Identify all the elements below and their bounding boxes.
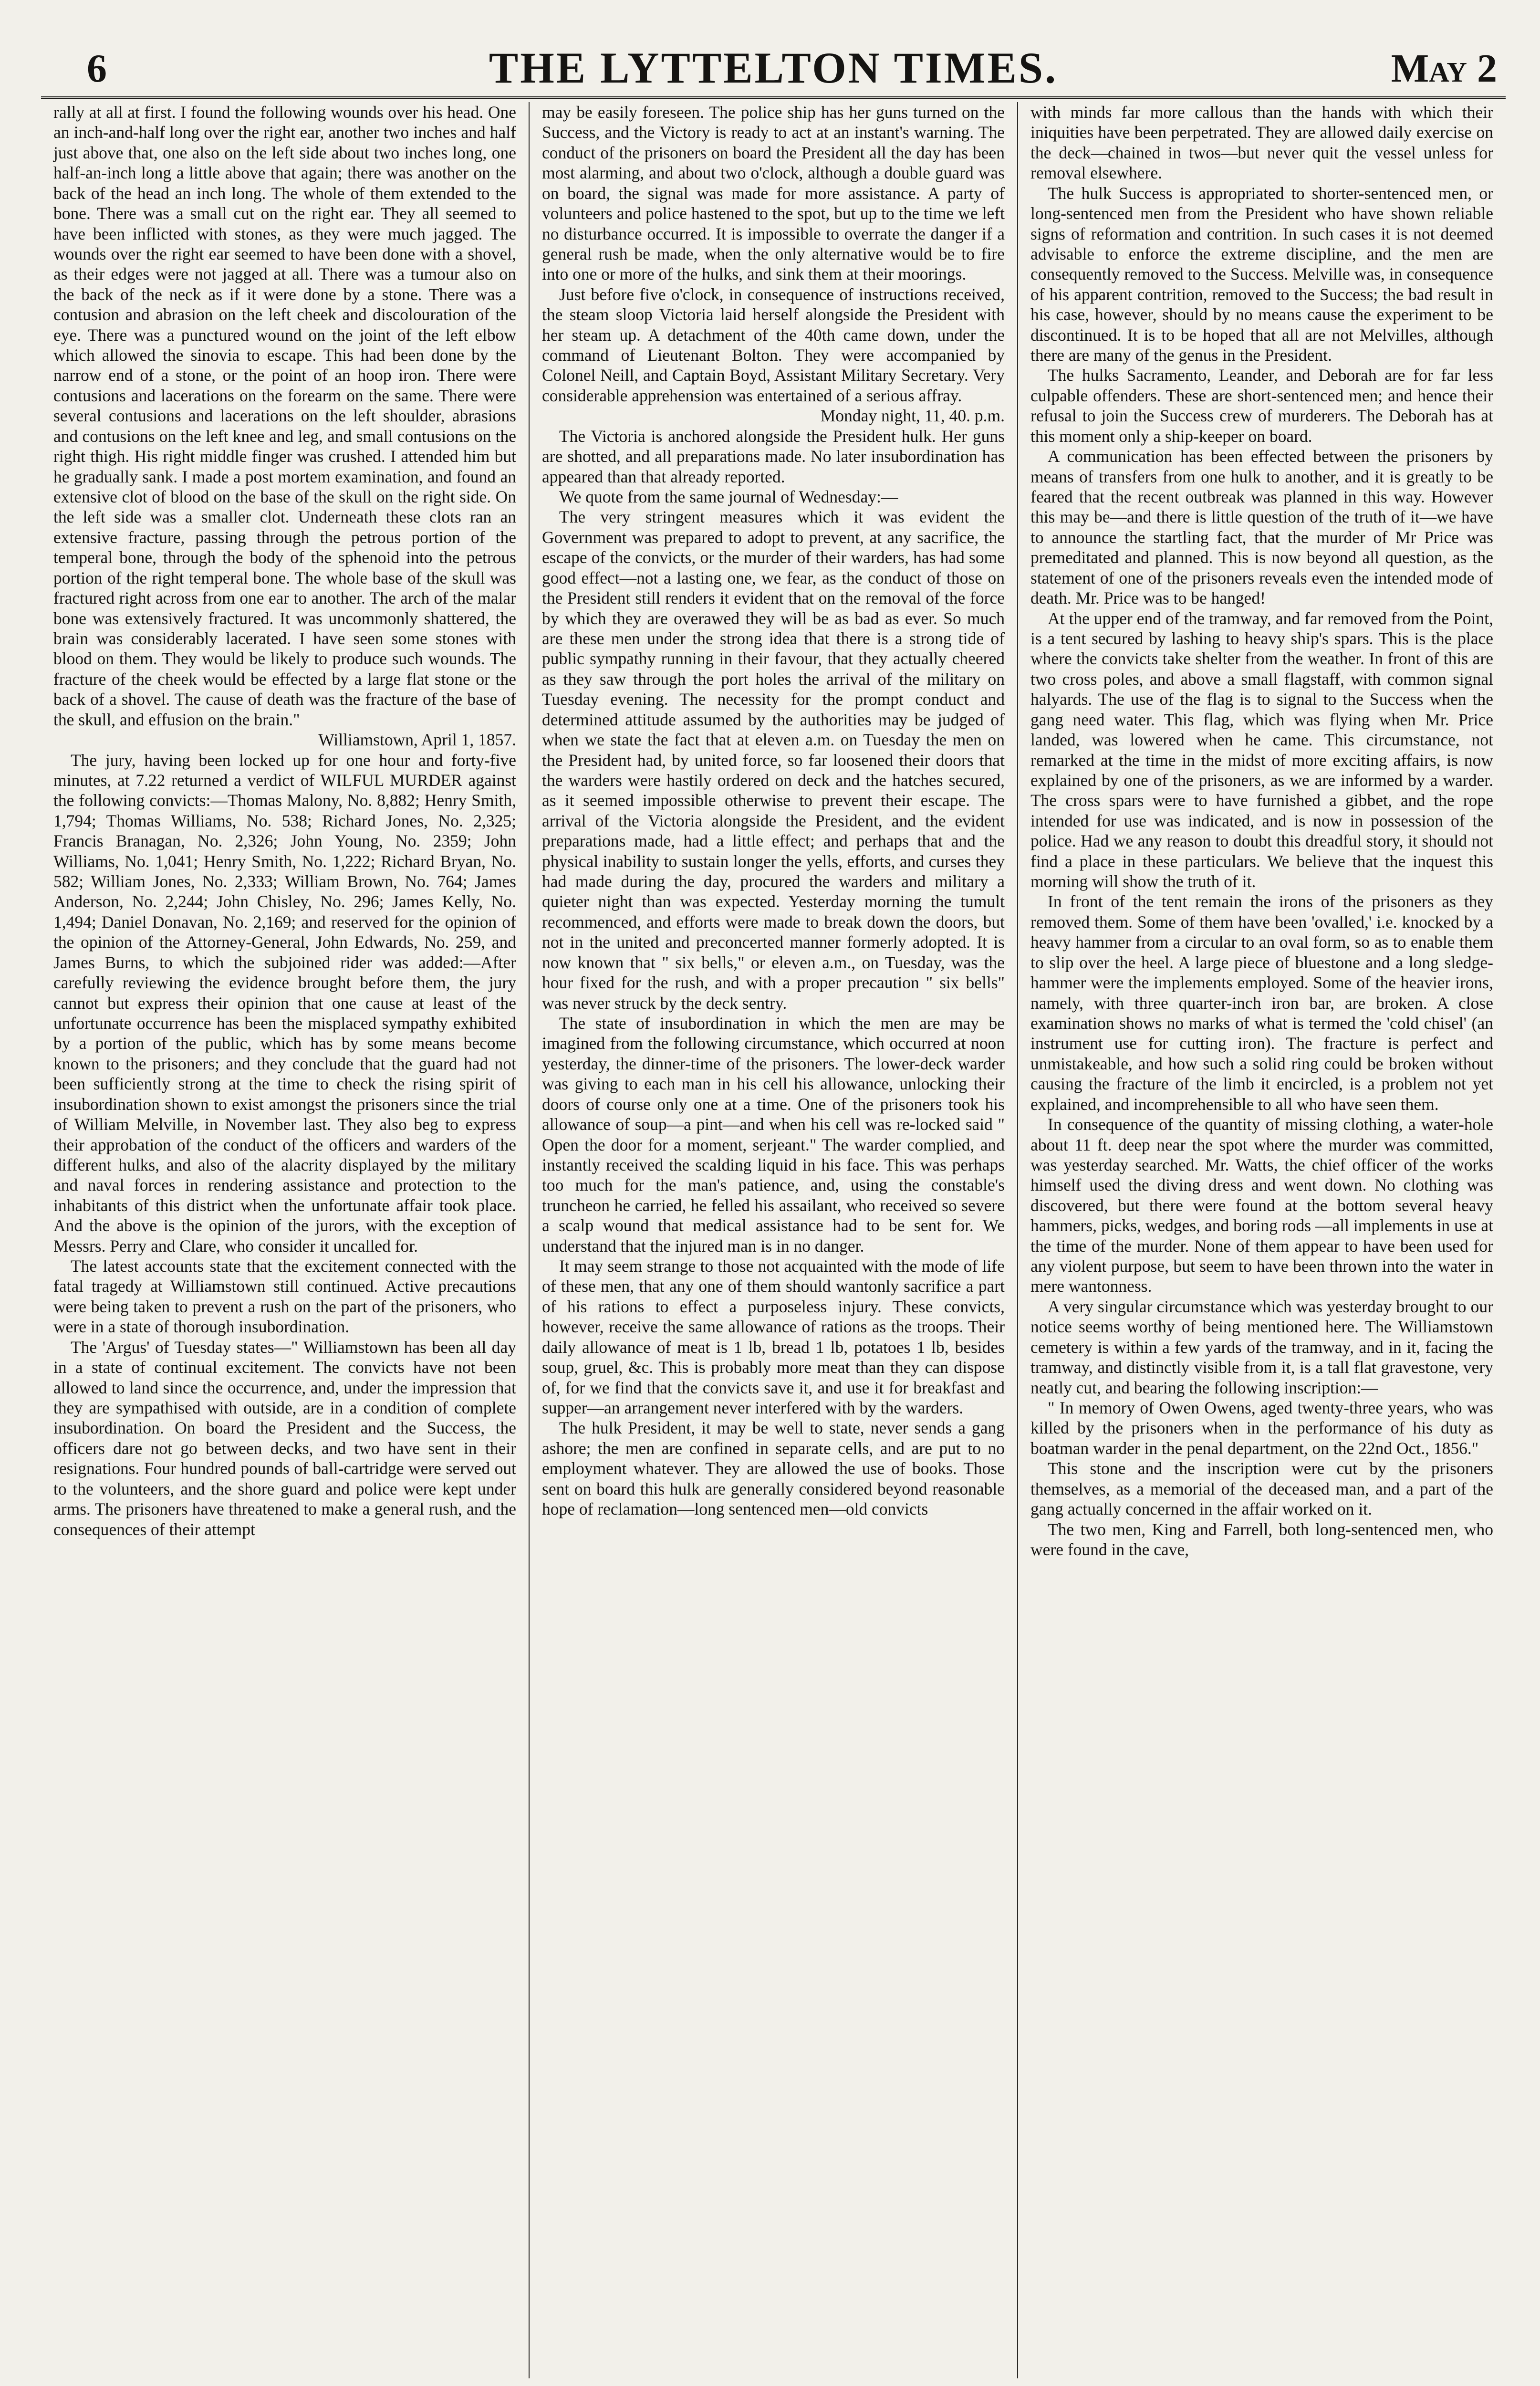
paragraph: with minds far more callous than the hands with which their iniquities have been perpetrated. They are allowed daily exercise on the deck—chained in twos—but never quit the vessel unless for removal elsewhere. — [1030, 103, 1493, 183]
paragraph: " In memory of Owen Owens, aged twenty-three years, who was killed by the prisoners when in the performance of his duty as boatman warder in the penal department, on the 22nd Oct., 1856." — [1030, 1398, 1493, 1458]
paragraph: The latest accounts state that the excitement connected with the fatal tragedy at Williamstown still continued. Active precautions were being taken to prevent a rush on the part of the prisoners, who were in a state of thorough insubordination. — [53, 1256, 516, 1337]
paragraph: This stone and the inscription were cut by the prisoners themselves, as a memorial of the deceased man, and a part of the gang actually concerned in the affair worked on it. — [1030, 1459, 1493, 1519]
masthead — [41, 44, 1506, 99]
paragraph: Williamstown, April 1, 1857. — [318, 730, 516, 750]
paragraph: The hulk Success is appropriated to shorter-sentenced men, or long-sentenced men from the President who have shown reliable signs of reformation and contrition. In such cases it is not deemed advisable to enforce the extreme discipline, and the men are consequently removed to the Success. Melville was, in consequence of his apparent contrition, removed to the Success; the bad result in his case, however, should by no means cause the experiment to be discontinued. It is to be hoped that all are not Melvilles, although there are many of the genus in the President. — [1030, 183, 1493, 365]
paragraph: In front of the tent remain the irons of the prisoners as they removed them. Some of them have been 'ovalled,' i.e. knocked by a heavy hammer from a circular to an oval form, so as to enable them to slip over the heel. A large piece of bluestone and a long sledge-hammer were the implements employed. Some of the heavier irons, namely, with three quarter-inch iron bar, are broken. A close examination shows no marks of what is termed the 'cold chisel' (an instrument use for cutting iron). The fracture is perfect and unmistakeable, and how such a solid ring could be broken without causing the fracture of the limb it encircled, is a problem not yet explained, and incomprehensible to all who have seen them. — [1030, 892, 1493, 1114]
paragraph: The jury, having been locked up for one hour and forty-five minutes, at 7.22 returned a verdict of WILFUL MURDER against the following convicts:—Thomas Malony, No. 8,882; Henry Smith, 1,794; Thomas Williams, No. 538; Richard Jones, No. 2,325; Francis Branagan, No. 2,326; John Young, No. 2359; John Williams, No. 1,041; Henry Smith, No. 1,222; Richard Bryan, No. 582; William Jones, No. 2,333; William Brown, No. 764; James Anderson, No. 2,244; John Chisley, No. 296; James Kelly, No. 1,494; Daniel Donavan, No. 2,169; and reserved for the opinion of the opinion of the Attorney-General, John Edwards, No. 259, and James Burns, to which the subjoined rider was added:—After carefully reviewing the evidence brought before them, the jury cannot but express their opinion that one cause at least of the unfortunate occurrence has been the misplaced sympathy exhibited by a portion of the public, which has by some means become known to the prisoners; and they conclude that the guard had not been sufficiently strong at the time to check the rising spirit of insubordination shown to exist amongst the prisoners since the trial of William Melville, in November last. They also beg to express their approbation of the conduct of the officers and warders of the different hulks, and also of the alacrity displayed by the military and naval forces in rendering assistance and protection to the inhabitants of this district when the unfortunate affair took place. And the above is the opinion of the jurors, with the exception of Messrs. Perry and Clare, who consider it uncalled for. — [53, 750, 516, 1256]
paragraph: The state of insubordination in which the men are may be imagined from the following circumstance, which occurred at noon yesterday, the dinner-time of the prisoners. The lower-deck warder was giving to each man in his cell his allowance, unlocking their doors of course only one at a time. One of the prisoners took his allowance of soup—a pint—and when his cell was re-locked said " Open the door for a moment, serjeant." The warder complied, and instantly received the scalding liquid in his face. This was perhaps too much for the man's patience, and, using the constable's truncheon he carried, he felled his assailant, who received so severe a scalp wound that medical assistance had to be sent for. We understand that the injured man is in no danger. — [542, 1013, 1005, 1256]
paragraph: We quote from the same journal of Wednesday:— — [559, 487, 898, 507]
paragraph: The hulks Sacramento, Leander, and Deborah are for far less culpable offenders. These are short-sentenced men; and hence their refusal to join the Success crew of murderers. The Deborah has at this moment only a ship-keeper on board. — [1030, 366, 1493, 446]
paragraph: A communication has been effected between the prisoners by means of transfers from one hulk to another, and it is greatly to be feared that the recent outbreak was planned in this way. However this may be—and there is little question of the truth of it—we have to announce the startling fact, that the murder of Mr Price was premeditated and planned. This is now beyond all question, as the statement of one of the prisoners reveals even the intended mode of death. Mr. Price was to be hanged! — [1030, 447, 1493, 608]
paragraph: Monday night, 11, 40. p.m. — [820, 406, 1005, 426]
article-columns — [41, 102, 1506, 2378]
column-3 — [1017, 102, 1506, 2378]
issue-date: May 2 — [1391, 46, 1497, 91]
paragraph: The very stringent measures which it was evident the Government was prepared to adopt to prevent, at any sacrifice, the escape of the convicts, or the murder of their warders, has had some good effect—not a lasting one, we fear, as the conduct of those on the President still renders it evident that on the removal of the force by which they are overawed they will be as bad as ever. So much are these men under the strong idea that there is a strong tide of public sympathy running in their favour, that they actually cheered as they saw through the port holes the arrival of the military on Tuesday evening. The necessity for the prompt conduct and determined attitude assumed by the authorities may be judged of when we state the fact that at eleven a.m. on Tuesday the men on the President had, by united force, so far loosened their doors that the warders were hastily ordered on deck and the hatches secured, as it seemed impossible otherwise to prevent their escape. The arrival of the Victoria alongside the President, and the evident preparations made, had a little effect; and perhaps that and the physical inability to sustain longer the yells, efforts, and curses they had made during the day, procured the warders and military a quieter night than was expected. Yesterday morning the tumult recommenced, and efforts were made to break down the doors, but not in the united and preconcerted manner formerly adopted. It is now known that " six bells," or eleven a.m., on Tuesday, was the hour fixed for the rush, and with a proper precaution " six bells" was never struck by the deck sentry. — [542, 507, 1005, 1013]
page-number: 6 — [87, 46, 107, 91]
column-2 — [529, 102, 1017, 2378]
paragraph: The Victoria is anchored alongside the President hulk. Her guns are shotted, and all preparations made. No later insubordination has appeared than that already reported. — [542, 426, 1005, 486]
paragraph: A very singular circumstance which was yesterday brought to our notice seems worthy of being mentioned here. The Williamstown cemetery is within a few yards of the tramway, and in it, facing the tramway, and distinctly visible from it, is a tall flat gravestone, very neatly cut, and bearing the following inscription:— — [1030, 1297, 1493, 1397]
paragraph: The two men, King and Farrell, both long-sentenced men, who were found in the cave, — [1030, 1519, 1493, 1559]
column-1 — [41, 102, 529, 2378]
paragraph: At the upper end of the tramway, and far removed from the Point, is a tent secured by lashing to heavy ship's spars. This is the place where the convicts take shelter from the weather. In front of this are two cross poles, and above a small flagstaff, with common signal halyards. The use of the flag is to signal to the Success when the gang need water. This flag, which was flying when Mr. Price landed, was lowered when he came. This circumstance, not remarked at the time in the midst of more exciting affairs, is now explained by one of the prisoners, as we are informed by a warder. The cross spars were to have furnished a gibbet, and the rope intended for use was indicated, and is now in possession of the police. Had we any reason to doubt this dreadful story, it should not find a place in these particulars. We believe that the inquest this morning will show the truth of it. — [1030, 608, 1493, 891]
paragraph: may be easily foreseen. The police ship has her guns turned on the Success, and the Victory is ready to act at an instant's warning. The conduct of the prisoners on board the President all the day has been most alarming, and about two o'clock, although a double guard was on board, the signal was made for more assistance. A party of volunteers and police hastened to the spot, but up to the time we left no disturbance occurred. It is impossible to overrate the danger if a general rush be made, when the only alternative would be to fire into one or more of the hulks, and sink them at their moorings. — [542, 103, 1005, 284]
paragraph: The hulk President, it may be well to state, never sends a gang ashore; the men are confined in separate cells, and are put to no employment whatever. They are allowed the use of books. Those sent on board this hulk are generally considered beyond reasonable hope of reclamation—long sentenced men—old convicts — [542, 1418, 1005, 1519]
newspaper-title: THE LYTTELTON TIMES. — [489, 43, 1058, 92]
paragraph: rally at all at first. I found the following wounds over his head. One an inch-and-half long over the right ear, another two inches and half just above that, one also on the left side about two inches long, one half-an-inch long a little above that again; there was another on the back of the head an inch long. The whole of them extended to the bone. There was a small cut on the right ear. They all seemed to have been inflicted with stones, as they were much jagged. The wounds over the right ear seemed to have been done with a shovel, as their edges were not jagged at all. There was a tumour also on the back of the neck as if it were done by a stone. There was a contusion and abrasion on the left cheek and discolouration of the eye. There was a punctured wound on the joint of the left elbow which allowed the sinovia to escape. This had been done by the narrow end of a stone, or the point of an hoop iron. There were contusions and lacerations on the forearm on the same. There were several contusions and lacerations on the left shoulder, abrasions and contusions on the left knee and leg, and small contusions on the right thigh. His right middle finger was crushed. I attended him but he gradually sank. I made a post mortem examination, and found an extensive clot of blood on the base of the skull on the right side. On the left side was a smaller clot. Underneath these clots ran an extensive fracture, passing through the petrous portion of the temperal bone, through the body of the sphenoid into the petrous portion of the right temperal bone. The whole base of the skull was fractured right across from one ear to another. The arch of the malar bone was extensively fractured. It was uncommonly shattered, the brain was considerably lacerated. I have seen some stones with blood on them. They would be likely to produce such wounds. The fracture of the cheek would be effected by a large flat stone or the back of a shovel. The cause of death was the fracture of the base of the skull, and effusion on the brain." — [53, 103, 516, 729]
paragraph: Just before five o'clock, in consequence of instructions received, the steam sloop Victoria laid herself alongside the President with her steam up. A detachment of the 40th came down, under the command of Lieutenant Bolton. They were accompanied by Colonel Neill, and Captain Boyd, Assistant Military Secretary. Very considerable apprehension was entertained of a serious affray. — [542, 284, 1005, 405]
paragraph: In consequence of the quantity of missing clothing, a water-hole about 11 ft. deep near the spot where the murder was committed, was yesterday searched. Mr. Watts, the chief officer of the works himself used the diving dress and went down. No clothing was discovered, but there were found at the bottom several heavy hammers, picks, wedges, and boring rods —all implements in use at the time of the murder. None of them appear to have been used for any violent purpose, but seem to have been thrown into the water in mere wantonness. — [1030, 1115, 1493, 1296]
paragraph: It may seem strange to those not acquainted with the mode of life of these men, that any one of them should wantonly sacrifice a part of his rations to effect a purposeless injury. These convicts, however, receive the same allowance of rations as the troops. Their daily allowance of meat is 1 lb, bread 1 lb, potatoes 1 lb, besides soup, gruel, &c. This is probably more meat than they can dispose of, for we find that the convicts save it, and use it for breakfast and supper—an arrangement never interfered with by the warders. — [542, 1256, 1005, 1417]
paragraph: The 'Argus' of Tuesday states—" Williamstown has been all day in a state of continual excitement. The convicts have not been allowed to land since the occurrence, and, under the impression that they are sympathised with outside, are in a condition of complete insubordination. On board the President and the Success, the officers dare not go between decks, and two have sent in their resignations. Four hundred pounds of ball-cartridge were served out to the volunteers, and the shore guard and police were kept under arms. The prisoners have threatened to make a general rush, and the consequences of their attempt — [53, 1337, 516, 1539]
